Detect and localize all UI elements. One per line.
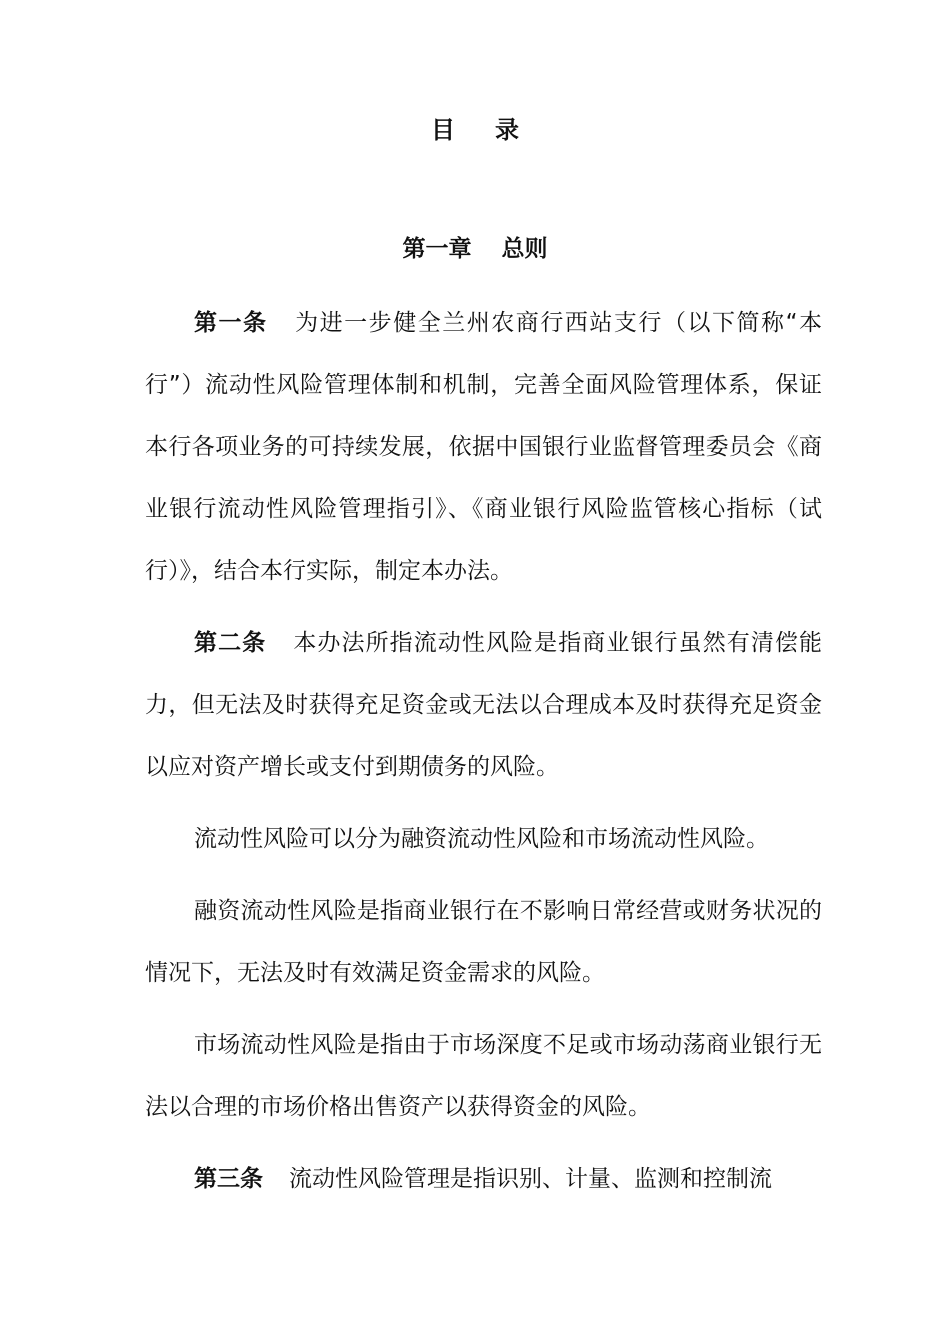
article-number: 第一条	[194, 310, 268, 336]
toc-title: 目录	[431, 116, 559, 144]
paragraph-text: 融资流动性风险是指商业银行在不影响日常经营或财务状况的情况下，无法及时有效满足资金需求的风险。	[145, 898, 822, 986]
article-paragraph	[145, 292, 822, 602]
article-paragraph	[145, 1148, 822, 1210]
article-paragraph	[145, 612, 822, 798]
chapter-label: 第一章	[402, 236, 472, 262]
paragraph-text: 为进一步健全兰州农商行西站支行（以下简称“本行”）流动性风险管理体制和机制，完善全面风险管理体系，保证本行各项业务的可持续发展，依据中国银行业监督管理委员会《商业银行流动性风险管理指引》、《商业银行风险监管核心指标（试行）》，结合本行实际，制定本办法。	[145, 310, 823, 584]
article-number: 第二条	[194, 630, 267, 656]
paragraph-text: 流动性风险管理是指识别、计量、监测和控制流	[289, 1166, 772, 1192]
chapter-heading	[0, 233, 950, 265]
body-paragraph	[145, 808, 822, 870]
body-paragraph	[145, 880, 822, 1004]
chapter-name: 总则	[501, 236, 548, 262]
article-number: 第三条	[194, 1166, 263, 1192]
document-body	[145, 292, 822, 1210]
paragraph-text: 流动性风险可以分为融资流动性风险和市场流动性风险。	[194, 826, 769, 852]
paragraph-text: 本办法所指流动性风险是指商业银行虽然有清偿能力，但无法及时获得充足资金或无法以合理成本及时获得充足资金以应对资产增长或支付到期债务的风险。	[145, 630, 823, 780]
body-paragraph	[145, 1014, 822, 1138]
paragraph-text: 市场流动性风险是指由于市场深度不足或市场动荡商业银行无法以合理的市场价格出售资产以获得资金的风险。	[145, 1032, 822, 1120]
